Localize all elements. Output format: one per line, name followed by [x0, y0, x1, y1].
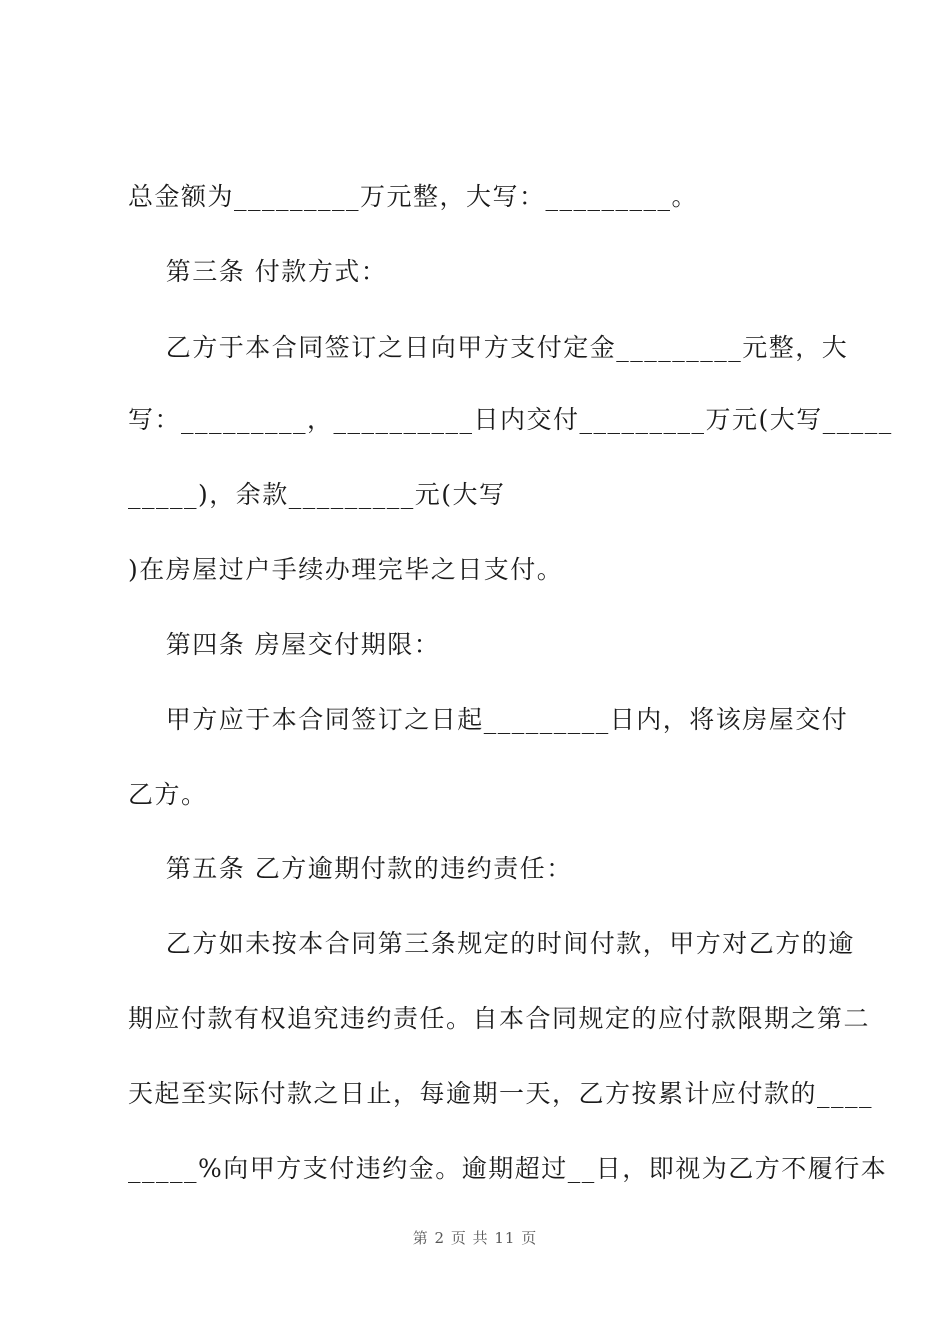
text-line: 乙方。: [128, 780, 208, 809]
text-line: _____%向甲方支付违约金。逾期超过__日，即视为乙方不履行本: [128, 1154, 888, 1183]
text-line: 写：_________，__________日内交付_________万元(大写_____: [128, 405, 893, 434]
page-number-footer: 第 2 页 共 11 页: [412, 1229, 538, 1247]
text-line: 乙方于本合同签订之日向甲方支付定金_________元整，大: [128, 333, 849, 362]
text-line: 甲方应于本合同签订之日起_________日内，将该房屋交付: [128, 705, 849, 734]
article-heading: 第四条 房屋交付期限：: [128, 630, 441, 659]
text-line: )在房屋过户手续办理完毕之日支付。: [128, 555, 564, 584]
text-line: 总金额为_________万元整，大写：_________。: [128, 182, 699, 211]
text-line: 乙方如未按本合同第三条规定的时间付款，甲方对乙方的逾: [128, 929, 855, 958]
text-line: 天起至实际付款之日止，每逾期一天，乙方按累计应付款的____: [128, 1079, 874, 1108]
article-heading: 第三条 付款方式：: [128, 257, 388, 286]
article-heading: 第五条 乙方逾期付款的违约责任：: [128, 854, 573, 883]
text-line: _____)，余款_________元(大写: [128, 480, 506, 509]
text-line: 期应付款有权追究违约责任。自本合同规定的应付款限期之第二: [128, 1004, 871, 1033]
